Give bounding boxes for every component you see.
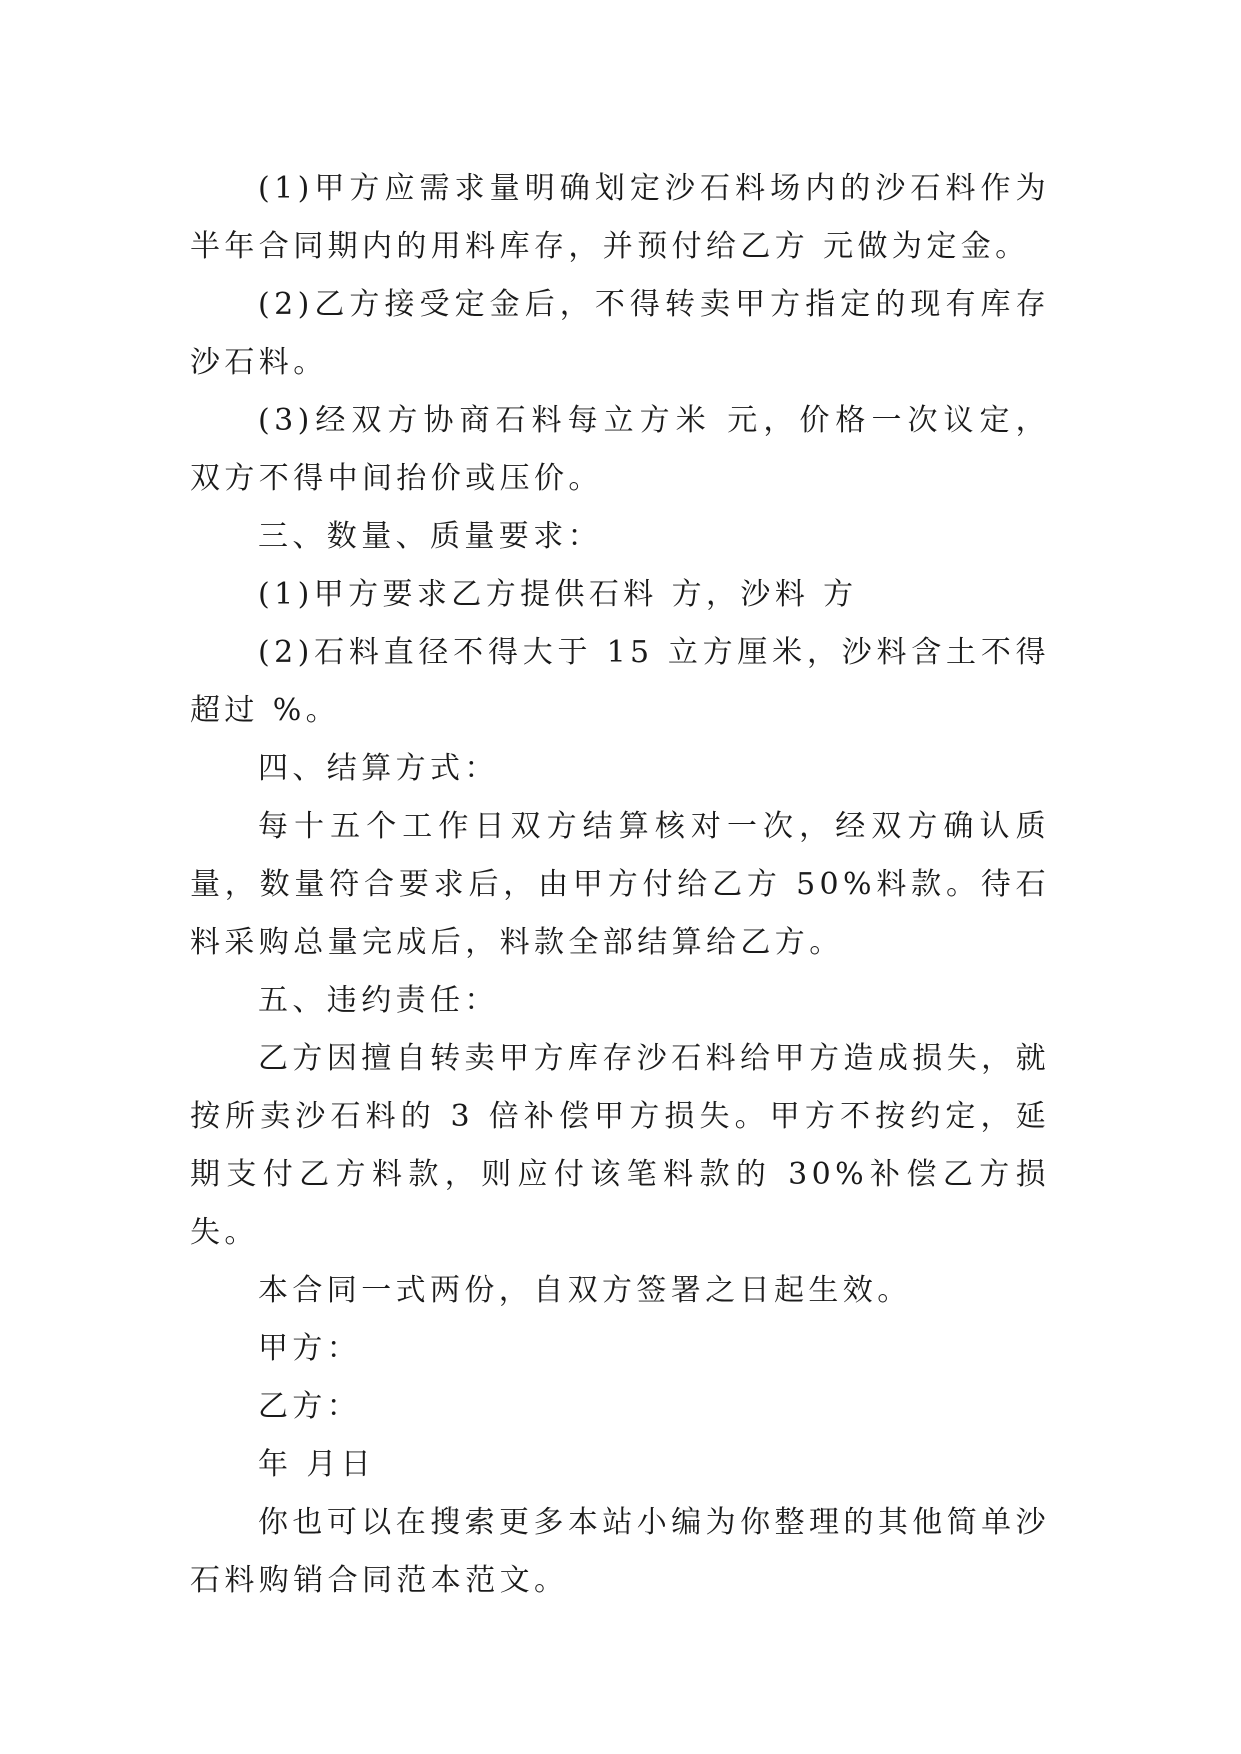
clause-effective: 本合同一式两份，自双方签署之日起生效。	[258, 1273, 912, 1308]
clause-quality: (2)石料直径不得大于 15 立方厘米，沙料含土不得超过 %。	[190, 635, 1050, 728]
clause-deposit-1: (1)甲方应需求量明确划定沙石料场内的沙石料作为半年合同期内的用料库存，并预付给乙方 元做为定金。	[190, 171, 1050, 264]
clause-quantity: (1)甲方要求乙方提供石料 方，沙料 方	[258, 577, 858, 612]
closing-note: 你也可以在搜索更多本站小编为你整理的其他简单沙石料购销合同范本范文。	[190, 1505, 1050, 1598]
section-heading-liability: 五、违约责任：	[258, 983, 499, 1018]
document-page	[190, 160, 1050, 1610]
signature-party-a: 甲方：	[258, 1331, 362, 1366]
signature-party-b: 乙方：	[258, 1389, 362, 1424]
section-heading-settlement: 四、结算方式：	[258, 751, 499, 786]
signature-date: 年 月日	[258, 1447, 376, 1482]
clause-price: (3)经双方协商石料每立方米 元，价格一次议定，双方不得中间抬价或压价。	[190, 403, 1050, 496]
section-heading-quantity-quality: 三、数量、质量要求：	[258, 519, 602, 554]
clause-settlement: 每十五个工作日双方结算核对一次，经双方确认质量，数量符合要求后，由甲方付给乙方 50%料款。待石料采购总量完成后，料款全部结算给乙方。	[190, 809, 1050, 960]
clause-liability: 乙方因擅自转卖甲方库存沙石料给甲方造成损失，就按所卖沙石料的 3 倍补偿甲方损失。甲方不按约定，延期支付乙方料款，则应付该笔料款的 30%补偿乙方损失。	[190, 1041, 1050, 1250]
clause-deposit-2: (2)乙方接受定金后，不得转卖甲方指定的现有库存沙石料。	[190, 287, 1050, 380]
